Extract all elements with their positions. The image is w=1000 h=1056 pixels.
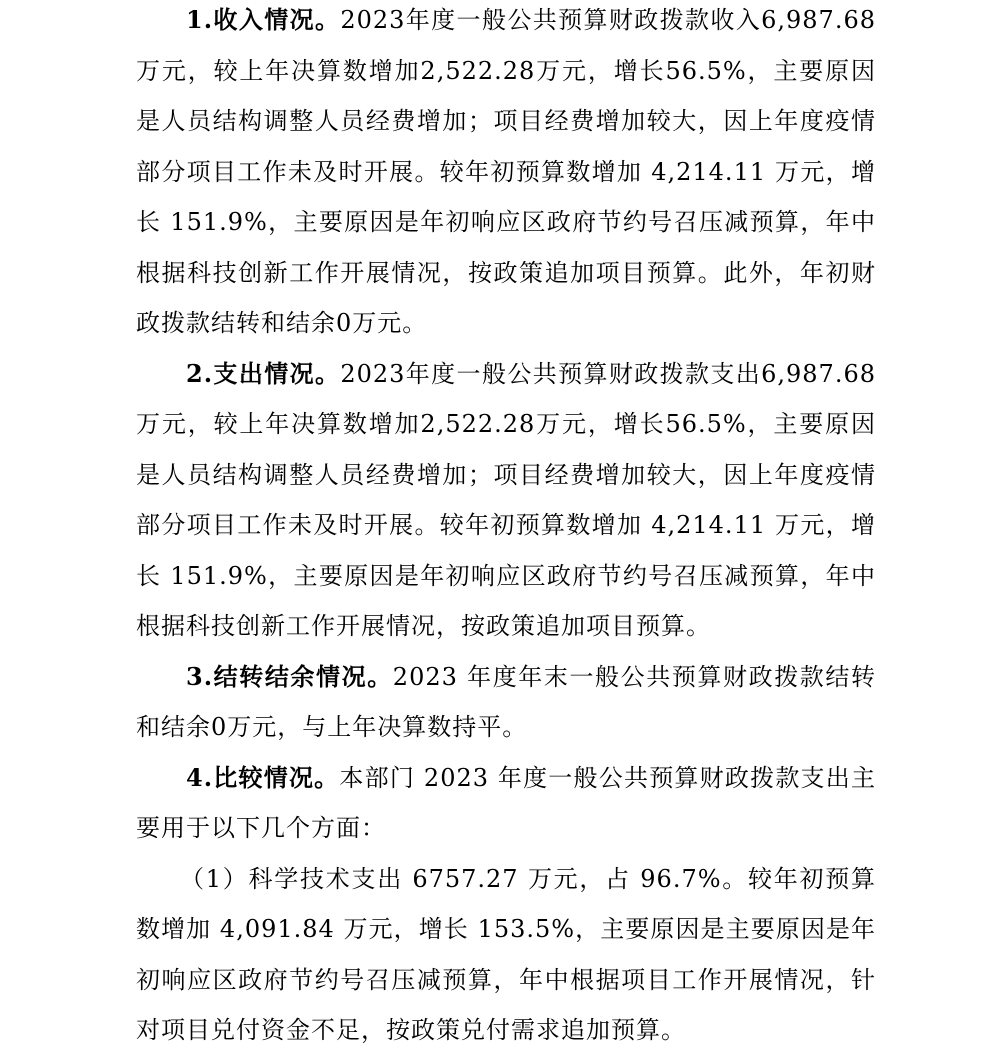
expenditure-paragraph xyxy=(136,349,876,652)
carryover-paragraph xyxy=(136,652,876,753)
carryover-heading: 3.结转结余情况。 xyxy=(186,661,393,691)
comparison-paragraph xyxy=(136,753,876,854)
carryover-text: 2023 年度年末一般公共预算财政拨款结转和结余0万元，与上年决算数持平。 xyxy=(136,662,876,741)
expenditure-text: 2023年度一般公共预算财政拨款支出6,987.68万元，较上年决算数增加2,522.28万元，增长56.5%，主要原因是人员结构调整人员经费增加；项目经费增加较大，因上年度疫情部分项目工作未及时开展。较年初预算数增加 4,214.11 万元，增长 151.9%，主要原因是年初响应区政府节约号召压减预算，年中根据科技创新工作开展情况，按政策追加项目预算。 xyxy=(136,359,876,640)
comparison-text: 本部门 2023 年度一般公共预算财政拨款支出主要用于以下几个方面： xyxy=(136,763,876,842)
comparison-heading: 4.比较情况。 xyxy=(186,762,340,792)
science-tech-sub-item xyxy=(136,854,876,1056)
science-tech-text: （1）科学技术支出 6757.27 万元，占 96.7%。较年初预算数增加 4,091.84 万元，增长 153.5%，主要原因是主要原因是年初响应区政府节约号召压减预算，年中根据项目工作开展情况，针对项目兑付资金不足，按政策兑付需求追加预算。 xyxy=(136,864,876,1044)
document-page xyxy=(136,0,876,1044)
income-heading: 1.收入情况。 xyxy=(186,5,341,34)
income-paragraph xyxy=(136,0,876,349)
expenditure-heading: 2.支出情况。 xyxy=(186,358,341,388)
income-text: 2023年度一般公共预算财政拨款收入6,987.68万元，较上年决算数增加2,522.28万元，增长56.5%，主要原因是人员结构调整人员经费增加；项目经费增加较大，因上年度疫情部分项目工作未及时开展。较年初预算数增加 4,214.11 万元，增长 151.9%，主要原因是年初响应区政府节约号召压减预算，年中根据科技创新工作开展情况，按政策追加项目预算。此外，年初财政拨款结转和结余0万元。 xyxy=(136,6,876,337)
